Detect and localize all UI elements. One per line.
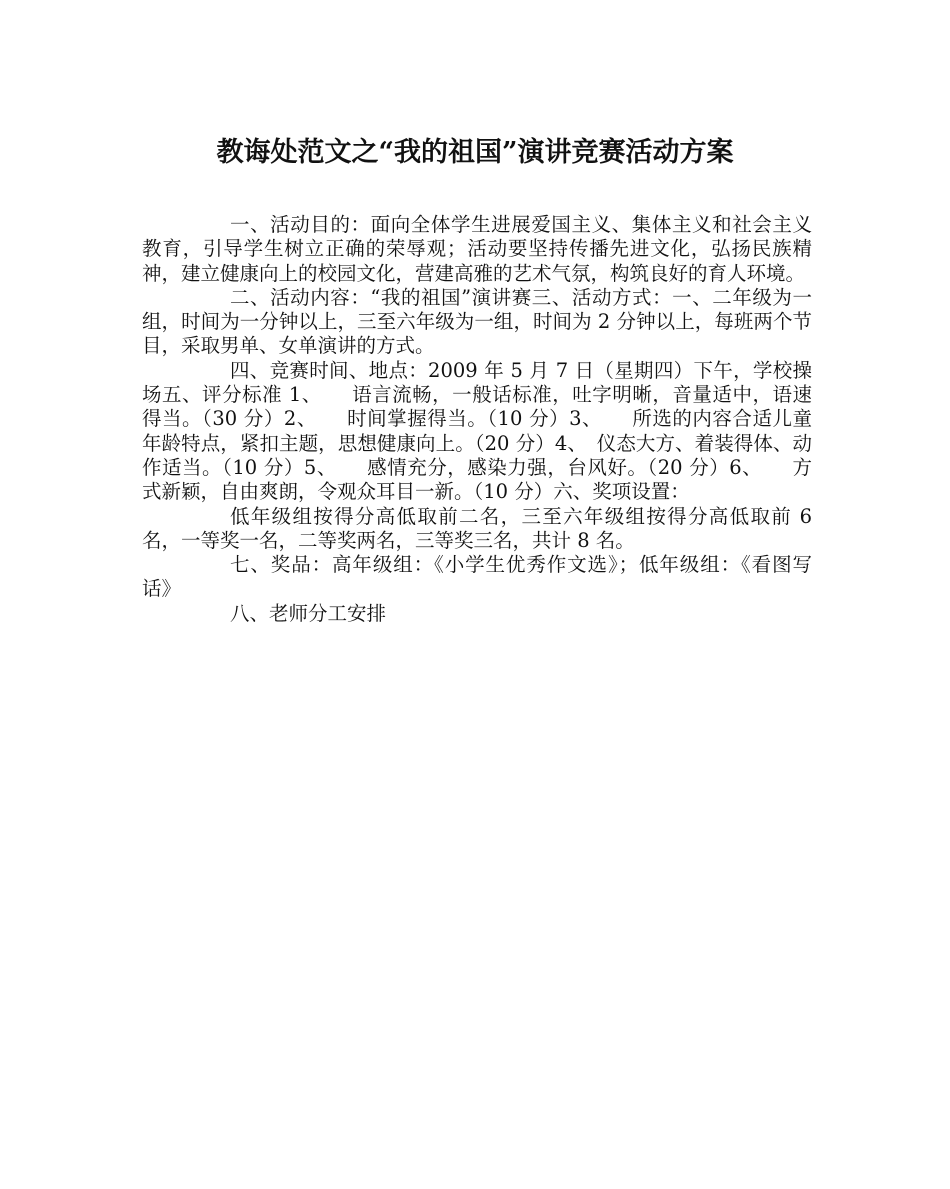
- document-title: 教诲处范文之“我的祖国”演讲竞赛活动方案: [216, 137, 734, 168]
- paragraph-time-and-scoring: 四、竞赛时间、地点：2009 年 5 月 7 日（星期四）下午，学校操场五、评分标准 1、 语言流畅，一般话标准，吐字明晰，音量适中，语速得当。（30 分）2、 时间掌握得当。（10 分）3、 所选的内容合适儿童年龄特点，紧扣主题，思想健康向上。（20 分）4、 仪态大方、着装得体、动作适当。（10 分）5、 感情充分，感染力强，台风好。（20 分）6、 方式新颖，自由爽朗，令观众耳目一新。（10 分）六、奖项设置：: [142, 358, 812, 504]
- document-body: [142, 213, 812, 626]
- paragraph-activity-purpose: 一、活动目的：面向全体学生进展爱国主义、集体主义和社会主义教育，引导学生树立正确的荣辱观；活动要坚持传播先进文化，弘扬民族精神，建立健康向上的校园文化，营建高雅的艺术气氛，构筑良好的育人环境。: [142, 213, 812, 285]
- paragraph-prizes: 七、奖品：高年级组：《小学生优秀作文选》；低年级组：《看图写话》: [142, 553, 812, 601]
- paragraph-teacher-assignment: 八、老师分工安排: [230, 601, 387, 625]
- paragraph-activity-content: 二、活动内容：“我的祖国”演讲赛三、活动方式：一、二年级为一组，时间为一分钟以上，三至六年级为一组，时间为 2 分钟以上，每班两个节目，采取男单、女单演讲的方式。: [142, 285, 812, 358]
- paragraph-award-settings: 低年级组按得分高低取前二名，三至六年级组按得分高低取前 6 名，一等奖一名，二等奖两名，三等奖三名，共计 8 名。: [142, 504, 812, 552]
